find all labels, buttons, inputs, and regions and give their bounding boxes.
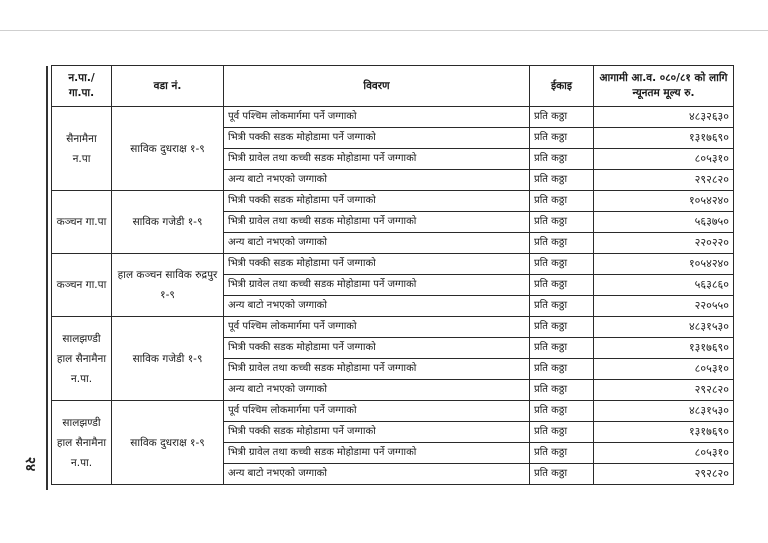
table-row bbox=[52, 107, 734, 128]
value-cell: २९२८२० bbox=[594, 464, 734, 485]
unit-cell: प्रति कठ्ठा bbox=[530, 380, 594, 401]
header-row bbox=[52, 66, 734, 107]
value-cell: ८०५३१० bbox=[594, 359, 734, 380]
value-cell: १३१७६९० bbox=[594, 338, 734, 359]
margin-rule bbox=[46, 66, 48, 490]
ward-cell: साविक गजेडी १-९ bbox=[112, 191, 224, 254]
value-cell: ५६३७५० bbox=[594, 212, 734, 233]
table-body bbox=[52, 107, 734, 485]
description-cell: भित्री पक्की सडक मोहोडामा पर्ने जग्गाको bbox=[224, 422, 530, 443]
description-cell: भित्री पक्की सडक मोहोडामा पर्ने जग्गाको bbox=[224, 191, 530, 212]
value-cell: ४८३१५३० bbox=[594, 317, 734, 338]
scan-edge-line bbox=[0, 30, 768, 31]
value-cell: २९२८२० bbox=[594, 380, 734, 401]
description-cell: भित्री पक्की सडक मोहोडामा पर्ने जग्गाको bbox=[224, 338, 530, 359]
header-ward: वडा नं. bbox=[112, 66, 224, 107]
palika-cell: कञ्चन गा.पा bbox=[52, 254, 112, 317]
description-cell: अन्य बाटो नभएको जग्गाको bbox=[224, 233, 530, 254]
description-cell: भित्री ग्रावेल तथा कच्ची सडक मोहोडामा पर्ने जग्गाको bbox=[224, 359, 530, 380]
value-cell: १३१७६९० bbox=[594, 422, 734, 443]
ward-cell: साविक गजेडी १-९ bbox=[112, 317, 224, 401]
value-cell: १३१७६९० bbox=[594, 128, 734, 149]
value-cell: ८०५३१० bbox=[594, 443, 734, 464]
table-row bbox=[52, 317, 734, 338]
description-cell: भित्री ग्रावेल तथा कच्ची सडक मोहोडामा पर्ने जग्गाको bbox=[224, 443, 530, 464]
palika-cell: सालझण्डी हाल सैनामैना न.पा. bbox=[52, 317, 112, 401]
ward-cell: साविक दुधराक्ष १-९ bbox=[112, 107, 224, 191]
description-cell: पूर्व पश्चिम लोकमार्गमा पर्ने जग्गाको bbox=[224, 401, 530, 422]
ward-cell: साविक दुधराक्ष १-९ bbox=[112, 401, 224, 485]
value-cell: ८०५३१० bbox=[594, 149, 734, 170]
unit-cell: प्रति कठ्ठा bbox=[530, 464, 594, 485]
palika-cell: सालझण्डी हाल सैनामैना न.पा. bbox=[52, 401, 112, 485]
value-cell: १०५४२४० bbox=[594, 191, 734, 212]
unit-cell: प्रति कठ्ठा bbox=[530, 233, 594, 254]
unit-cell: प्रति कठ्ठा bbox=[530, 317, 594, 338]
palika-cell: कञ्चन गा.पा bbox=[52, 191, 112, 254]
unit-cell: प्रति कठ्ठा bbox=[530, 170, 594, 191]
header-description: विवरण bbox=[224, 66, 530, 107]
land-rate-table bbox=[51, 65, 734, 485]
table-row bbox=[52, 401, 734, 422]
description-cell: अन्य बाटो नभएको जग्गाको bbox=[224, 464, 530, 485]
unit-cell: प्रति कठ्ठा bbox=[530, 338, 594, 359]
description-cell: भित्री ग्रावेल तथा कच्ची सडक मोहोडामा पर्ने जग्गाको bbox=[224, 149, 530, 170]
description-cell: अन्य बाटो नभएको जग्गाको bbox=[224, 296, 530, 317]
description-cell: भित्री ग्रावेल तथा कच्ची सडक मोहोडामा पर्ने जग्गाको bbox=[224, 212, 530, 233]
description-cell: भित्री ग्रावेल तथा कच्ची सडक मोहोडामा पर्ने जग्गाको bbox=[224, 275, 530, 296]
unit-cell: प्रति कठ्ठा bbox=[530, 296, 594, 317]
unit-cell: प्रति कठ्ठा bbox=[530, 212, 594, 233]
description-cell: पूर्व पश्चिम लोकमार्गमा पर्ने जग्गाको bbox=[224, 107, 530, 128]
unit-cell: प्रति कठ्ठा bbox=[530, 275, 594, 296]
value-cell: २९२८२० bbox=[594, 170, 734, 191]
header-palika: न.पा./ गा.पा. bbox=[52, 66, 112, 107]
unit-cell: प्रति कठ्ठा bbox=[530, 128, 594, 149]
unit-cell: प्रति कठ्ठा bbox=[530, 443, 594, 464]
page-number: २४ bbox=[22, 456, 38, 472]
unit-cell: प्रति कठ्ठा bbox=[530, 149, 594, 170]
value-cell: ४८३२६३० bbox=[594, 107, 734, 128]
table-row bbox=[52, 254, 734, 275]
value-cell: ४८३१५३० bbox=[594, 401, 734, 422]
unit-cell: प्रति कठ्ठा bbox=[530, 254, 594, 275]
unit-cell: प्रति कठ्ठा bbox=[530, 401, 594, 422]
unit-cell: प्रति कठ्ठा bbox=[530, 191, 594, 212]
unit-cell: प्रति कठ्ठा bbox=[530, 359, 594, 380]
value-cell: २२०२२० bbox=[594, 233, 734, 254]
unit-cell: प्रति कठ्ठा bbox=[530, 422, 594, 443]
value-cell: ५६३८६० bbox=[594, 275, 734, 296]
palika-cell: सैनामैना न.पा bbox=[52, 107, 112, 191]
table-row bbox=[52, 191, 734, 212]
description-cell: भित्री पक्की सडक मोहोडामा पर्ने जग्गाको bbox=[224, 128, 530, 149]
header-min-value: आगामी आ.व. ०८०/८१ को लागि न्यूनतम मूल्य रु. bbox=[594, 66, 734, 107]
description-cell: भित्री पक्की सडक मोहोडामा पर्ने जग्गाको bbox=[224, 254, 530, 275]
value-cell: २२०५५० bbox=[594, 296, 734, 317]
description-cell: अन्य बाटो नभएको जग्गाको bbox=[224, 380, 530, 401]
value-cell: १०५४२४० bbox=[594, 254, 734, 275]
description-cell: पूर्व पश्चिम लोकमार्गमा पर्ने जग्गाको bbox=[224, 317, 530, 338]
ward-cell: हाल कञ्चन साविक रुद्रपुर १-९ bbox=[112, 254, 224, 317]
header-unit: ईकाइ bbox=[530, 66, 594, 107]
description-cell: अन्य बाटो नभएको जग्गाको bbox=[224, 170, 530, 191]
unit-cell: प्रति कठ्ठा bbox=[530, 107, 594, 128]
